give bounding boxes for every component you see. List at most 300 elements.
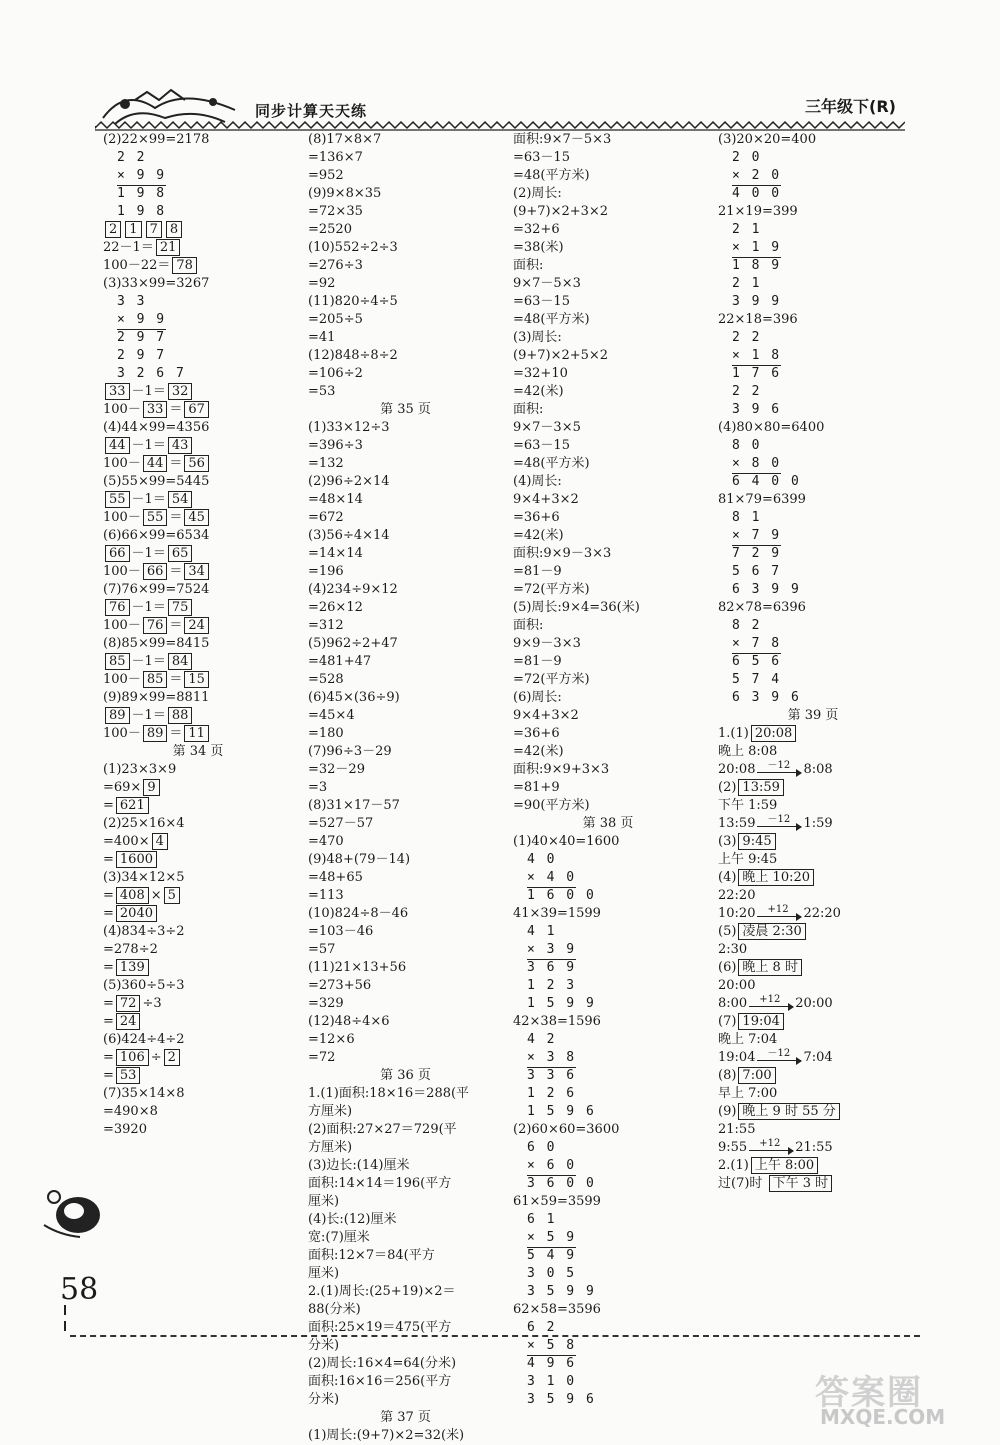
answer-line: =72(平方米) [513,672,590,687]
answer-line: =63－15 [513,150,570,165]
answer-line: 面积:9×7－5×3 [513,132,612,147]
answer-line: (2)面积:27×27＝729(平 [308,1122,457,1137]
answer-line: 41×39=1599 [513,906,601,921]
answer-line: 第 38 页 [582,816,634,831]
boxed-answer: 21 [156,239,181,256]
answer-line: × 9 9 [103,167,293,185]
answer-line: 20:08 －12 8:08 [718,759,833,777]
answer-line: =481+47 [308,654,372,669]
boxed-answer: 44 [143,455,168,472]
page-number: 58 [60,1272,99,1307]
boxed-answer: 1 [125,221,141,238]
answer-line: =38(米) [513,240,564,255]
boxed-answer: 66 [105,545,130,562]
answer-line: (6)424÷4÷2 [103,1032,185,1047]
answer-line: =69× 9 [103,779,293,797]
boxed-answer: 晚上 8 时 [738,959,802,976]
answer-line: (4)44×99=4356 [103,420,210,435]
answer-line: (3)边长:(14)厘米 [308,1158,410,1173]
answer-line: 第 35 页 [380,402,431,417]
answer-line: (5)360÷5÷3 [103,978,185,993]
answer-line: (6) 晚上 8 时 [718,959,908,977]
boxed-answer: 76 [143,617,168,634]
boxed-answer: 78 [172,257,197,274]
answer-line: × 5 8 [513,1337,703,1355]
answer-line: (8)31×17－57 [308,798,400,813]
arrow-icon: －12 [757,1051,801,1065]
answer-line: (9)9×8×35 [308,186,382,201]
answer-line: =48(平方米) [513,456,590,471]
boxed-answer: 9:45 [738,833,775,850]
boxed-answer: 7 [146,221,162,238]
answer-column-2 [308,131,503,1445]
answer-line: 2 1 [732,276,762,291]
boxed-answer: 55 [143,509,168,526]
answer-line: 21×19=399 [718,204,798,219]
answer-line: (6)66×99=6534 [103,528,210,543]
answer-line: 8 1 [732,510,762,525]
answer-line: =36+6 [513,726,560,741]
boxed-answer: 晚上 10:20 [738,869,814,886]
answer-line: (9+7)×2+5×2 [513,348,609,363]
boxed-answer: 84 [168,653,193,670]
answer-line: =490×8 [103,1104,158,1119]
answer-line: (7)76×99=7524 [103,582,210,597]
answer-line: (6)周长: [513,690,562,705]
answer-line: =42(米) [513,744,564,759]
answer-line: × 5 9 [513,1229,703,1247]
answer-line: =32－29 [308,762,365,777]
answer-line: (8)85×99=8415 [103,636,210,651]
answer-line: = 72 ÷3 [103,996,162,1011]
answer-line: (5) 凌晨 2:30 [718,923,908,941]
boxed-answer: 408 [116,887,149,904]
answer-line: =180 [308,726,344,741]
answer-line: 1.(1) 20:08 [718,725,908,743]
answer-line: 3 3 [117,294,147,309]
grade-label: 三年级下(R) [805,97,896,116]
answer-line: 1.(1)面积:18×16＝288(平 [308,1086,470,1101]
watermark-logo: 答案圈 [815,1373,923,1413]
boxed-answer: 15 [184,671,209,688]
answer-line: (5)962÷2+47 [308,636,398,651]
answer-line: 85 －1＝ 84 [103,653,293,671]
answer-line: =672 [308,510,344,525]
answer-line: =136×7 [308,150,363,165]
answer-line: =400× 4 [103,833,293,851]
boxed-answer: 2040 [116,905,157,922]
boxed-answer: 2 [164,1049,180,1066]
answer-line: =48+65 [308,870,363,885]
answer-line: 33 －1＝ 32 [103,383,293,401]
arrow-icon: +12 [757,907,801,921]
boxed-answer: 85 [105,653,130,670]
answer-line: 4 1 [527,924,557,939]
answer-line: 42×38=1596 [513,1014,601,1029]
answer-line: =14×14 [308,546,363,561]
answer-line: 7 2 9 [732,546,782,561]
answer-line: × 1 8 [718,347,908,365]
arrow-icon: +12 [749,1141,793,1155]
answer-line: =81－9 [513,654,562,669]
answer-line: 2 1 [732,222,762,237]
boxed-answer: 66 [143,563,168,580]
answer-line: =276÷3 [308,258,363,273]
answer-line: (8)17×8×7 [308,132,382,147]
boxed-answer: 85 [143,671,168,688]
answer-line: (4)834÷3÷2 [103,924,185,939]
answer-line: 22－1＝ 21 [103,239,293,257]
answer-line: =103－46 [308,924,374,939]
answer-line: =53 [308,384,336,399]
answer-line: =92 [308,276,336,291]
answer-line: 2 2 [732,384,762,399]
answer-line: (11)820÷4÷5 [308,294,398,309]
answer-line: 1 7 6 [732,366,782,381]
answer-line: 面积:25×19＝475(平方 [308,1320,452,1335]
answer-line: 9×7－3×5 [513,420,581,435]
answer-line: × 4 0 [513,869,703,887]
answer-line: 1 9 8 [117,186,167,201]
answer-line: 面积: [513,402,544,417]
boxed-answer: 54 [168,491,193,508]
answer-line: =32+10 [513,366,568,381]
answer-line: 3 6 9 [527,960,577,975]
answer-line: 100－ 89 ＝ 11 [103,725,293,743]
boxed-answer: 5 [164,887,180,904]
arrow-icon: －12 [757,763,801,777]
boxed-answer: 2 [105,221,121,238]
answer-line: (2)周长:16×4=64(分米) [308,1356,457,1371]
boxed-answer: 11 [184,725,209,742]
answer-line: × 7 8 [718,635,908,653]
answer-column-4 [718,131,908,1193]
answer-line: 2.(1)周长:(25+19)×2＝ [308,1284,456,1299]
answer-line: 1 2 6 [527,1086,577,1101]
answer-line: =81+9 [513,780,560,795]
answer-line: 3 5 9 9 [527,1284,596,1299]
answer-line: (10)552÷2÷3 [308,240,398,255]
answer-line: 3 6 0 0 [527,1176,596,1191]
answer-column-3 [513,131,703,1409]
answer-line: = 106 ÷ 2 [103,1049,293,1067]
boxed-answer: 44 [105,437,130,454]
answer-line: =273+56 [308,978,372,993]
answer-line: =42(米) [513,384,564,399]
boxed-answer: 4 [152,833,168,850]
answer-line: 面积: [513,258,544,273]
answer-line: = 139 [103,959,293,977]
answer-line: 76 －1＝ 75 [103,599,293,617]
answer-line: 2 9 7 [117,348,167,363]
answer-line: 上午 9:45 [718,852,778,867]
boxed-answer: 20:08 [751,725,796,742]
answer-line: (3) 9:45 [718,833,908,851]
answer-line: (5)周长:9×4=36(米) [513,600,640,615]
answer-line: =41 [308,330,336,345]
answer-line: (4) 晚上 10:20 [718,869,908,887]
globe-decoration-icon [40,1175,110,1245]
answer-line: 面积:14×14＝196(平方 [308,1176,452,1191]
boxed-answer: 75 [168,599,193,616]
answer-line: 9:55 +12 21:55 [718,1137,833,1155]
answer-line: 1 8 9 [732,258,782,273]
answer-line: = 621 [103,797,293,815]
answer-line: 9×4+3×2 [513,708,579,723]
answer-line: 8:00 +12 20:00 [718,993,833,1011]
answer-line: (7)96÷3－29 [308,744,392,759]
boxed-answer: 上午 8:00 [751,1157,818,1174]
answer-line: 9×7－5×3 [513,276,581,291]
answer-line: 2:30 [718,942,748,957]
boxed-answer: 34 [184,563,209,580]
answer-line: =26×12 [308,600,363,615]
answer-line: 9×9－3×3 [513,636,581,651]
answer-line: 100－ 44 ＝ 56 [103,455,293,473]
answer-line: (1)33×12÷3 [308,420,390,435]
answer-line: 早上 7:00 [718,1086,778,1101]
answer-line: (1)40×40=1600 [513,834,620,849]
boxed-answer: 19:04 [738,1013,783,1030]
boxed-answer: 89 [105,707,130,724]
answer-line: = 1600 [103,851,293,869]
answer-line: 6 0 [527,1140,557,1155]
boxed-answer: 43 [168,437,193,454]
boxed-answer: 139 [116,959,149,976]
answer-line: (3)周长: [513,330,562,345]
answer-line: =396÷3 [308,438,363,453]
answer-line: =329 [308,996,344,1011]
boxed-answer: 24 [184,617,209,634]
answer-line: (3)33×99=3267 [103,276,210,291]
answer-line: 3 9 6 [732,402,782,417]
answer-line: =45×4 [308,708,355,723]
answer-line: 9×4+3×2 [513,492,579,507]
answer-line: (4)234÷9×12 [308,582,398,597]
answer-line: 8 2 [732,618,762,633]
answer-line: 10:20 +12 22:20 [718,903,841,921]
answer-line: 6 4 0 0 [732,474,801,489]
answer-line: 2 9 7 [117,330,167,345]
answer-line: 6 2 [527,1320,557,1335]
answer-line: (9) 晚上 9 时 55 分 [718,1103,908,1121]
answer-line: 3 0 5 [527,1266,577,1281]
answer-line: 下午 1:59 [718,798,778,813]
answer-line: 2 2 [117,150,147,165]
boxed-answer: 72 [116,995,141,1012]
answer-line: =72(平方米) [513,582,590,597]
answer-line: (5)55×99=5445 [103,474,210,489]
answer-line: =72×35 [308,204,363,219]
answer-line: 82×78=6396 [718,600,806,615]
boxed-answer: 89 [143,725,168,742]
answer-line: (7)35×14×8 [103,1086,185,1101]
boxed-answer: 621 [116,797,149,814]
answer-line: 厘米) [308,1194,340,1209]
boxed-answer: 8 [166,221,182,238]
answer-line: =63－15 [513,438,570,453]
arrow-icon: －12 [757,817,801,831]
answer-line: × 8 0 [718,455,908,473]
answer-line: =132 [308,456,344,471]
answer-line: 4 9 6 [527,1356,577,1371]
answer-line: =3920 [103,1122,147,1137]
answer-line: 分米) [308,1392,340,1407]
answer-line: =952 [308,168,344,183]
answer-line: × 2 0 [718,167,908,185]
answer-line: 13:59 －12 1:59 [718,813,833,831]
answer-line: × 3 8 [513,1049,703,1067]
answer-line: (8) 7:00 [718,1067,908,1085]
answer-line: =36+6 [513,510,560,525]
answer-line: (7) 19:04 [718,1013,908,1031]
boxed-answer: 凌晨 2:30 [738,923,805,940]
answer-line: 66 －1＝ 65 [103,545,293,563]
answer-line: 4 0 0 [732,186,782,201]
answer-line: 6 1 [527,1212,557,1227]
answer-line: (2)22×99=2178 [103,132,210,147]
answer-line: 3 9 9 [732,294,782,309]
answer-line: 第 37 页 [380,1410,431,1425]
boxed-answer: 7:00 [738,1067,775,1084]
dash-decoration [60,1305,70,1345]
answer-line [103,221,293,239]
answer-line: (4)80×80=6400 [718,420,825,435]
answer-line: 3 3 6 [527,1068,577,1083]
answer-line: 2 0 [732,150,762,165]
answer-line: 5 6 7 [732,564,782,579]
answer-line: (12)848÷8÷2 [308,348,398,363]
answer-line: (2)25×16×4 [103,816,185,831]
boxed-answer: 88 [168,707,193,724]
answer-line: (1)23×3×9 [103,762,177,777]
answer-line: 6 3 9 9 [732,582,801,597]
answer-line: 2 2 [732,330,762,345]
boxed-answer: 33 [105,383,130,400]
answer-line: 面积:16×16＝256(平方 [308,1374,452,1389]
boxed-answer: 45 [184,509,209,526]
boxed-answer: 106 [116,1049,149,1066]
answer-line: 5 4 9 [527,1248,577,1263]
answer-line: 1 5 9 9 [527,996,596,1011]
answer-line: 6 5 6 [732,654,782,669]
answer-line: 100－22＝ 78 [103,257,293,275]
answer-line: 5 7 4 [732,672,782,687]
answer-line: 4 0 [527,852,557,867]
answer-line: =32+6 [513,222,560,237]
answer-line: 44 －1＝ 43 [103,437,293,455]
boxed-answer: 76 [105,599,130,616]
answer-line: (3)34×12×5 [103,870,185,885]
answer-line: 过(7)时 下午 3 时 [718,1175,908,1193]
answer-line: 1 5 9 6 [527,1104,596,1119]
answer-line: = 408 × 5 [103,887,293,905]
answer-line: =528 [308,672,344,687]
answer-line: (2)60×60=3600 [513,1122,620,1137]
answer-line: =278÷2 [103,942,158,957]
boxed-answer: 65 [168,545,193,562]
answer-line: =2520 [308,222,352,237]
answer-line: 62×58=3596 [513,1302,601,1317]
answer-line: 面积:9×9+3×3 [513,762,610,777]
answer-line: =42(米) [513,528,564,543]
answer-line: 20:00 [718,978,756,993]
answer-line: 8 0 [732,438,762,453]
boxed-answer: 56 [184,455,209,472]
answer-line: 89 －1＝ 88 [103,707,293,725]
answer-line: =48(平方米) [513,312,590,327]
answer-line: = 2040 [103,905,293,923]
answer-line: 55 －1＝ 54 [103,491,293,509]
answer-line: =57 [308,942,336,957]
boxed-answer: 1600 [116,851,157,868]
answer-line: =205÷5 [308,312,363,327]
answer-line: (3)56÷4×14 [308,528,390,543]
answer-line: 宽:(7)厘米 [308,1230,370,1245]
answer-line: 6 3 9 6 [732,690,801,705]
answer-line: 2.(1) 上午 8:00 [718,1157,908,1175]
answer-line: =48×14 [308,492,363,507]
answer-line: =113 [308,888,344,903]
answer-line: 面积:9×9－3×3 [513,546,612,561]
answer-line: (2)周长: [513,186,562,201]
answer-line: (9)89×99=8811 [103,690,210,705]
boxed-answer: 13:59 [738,779,783,796]
answer-line: (1)周长:(9+7)×2=32(米) [308,1428,465,1443]
boxed-answer: 24 [116,1013,141,1030]
answer-line: (10)824÷8－46 [308,906,409,921]
answer-line: (11)21×13+56 [308,960,407,975]
answer-line: 面积:12×7＝84(平方 [308,1248,435,1263]
answer-line: 3 2 6 7 [117,366,186,381]
answer-line: =196 [308,564,344,579]
answer-line: 100－ 76 ＝ 24 [103,617,293,635]
watermark-url: MXQE.COM [820,1405,946,1429]
boxed-answer: 33 [143,401,168,418]
answer-line: (12)48÷4×6 [308,1014,390,1029]
answer-line: =72 [308,1050,336,1065]
answer-line: (2)96÷2×14 [308,474,390,489]
boxed-answer: 32 [168,383,193,400]
answer-line: 100－ 66 ＝ 34 [103,563,293,581]
series-title: 同步计算天天练 [255,102,368,120]
boxed-answer: 9 [143,779,159,796]
answer-line: =106÷2 [308,366,363,381]
answer-line: =48(平方米) [513,168,590,183]
answer-line: (2) 13:59 [718,779,908,797]
answer-line: =63－15 [513,294,570,309]
answer-line: 方厘米) [308,1104,353,1119]
answer-column-1 [103,131,293,1139]
answer-line: =12×6 [308,1032,355,1047]
boxed-answer: 下午 3 时 [769,1175,833,1192]
answer-line: 第 39 页 [787,708,839,723]
answer-line: 100－ 55 ＝ 45 [103,509,293,527]
footer-dashed-line [70,1335,920,1337]
answer-line: =312 [308,618,344,633]
boxed-answer: 晚上 9 时 55 分 [738,1103,839,1120]
answer-line: 面积: [513,618,544,633]
answer-line: 88(分米) [308,1302,361,1317]
answer-line: × 1 9 [718,239,908,257]
answer-line: (4)周长: [513,474,562,489]
answer-line: 第 36 页 [380,1068,431,1083]
boxed-answer: 67 [184,401,209,418]
answer-line: (4)长:(12)厘米 [308,1212,397,1227]
answer-line: 22:20 [718,888,756,903]
answer-line: 4 2 [527,1032,557,1047]
answer-line: 19:04 －12 7:04 [718,1047,833,1065]
